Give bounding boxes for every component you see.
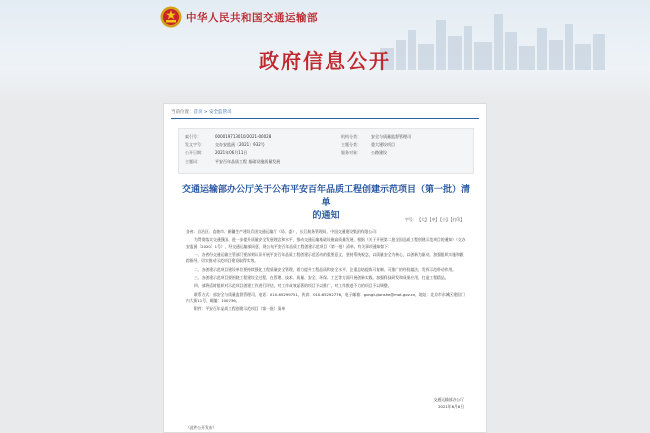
font-large-button[interactable]: 【大】 xyxy=(417,217,429,222)
meta-key: 机构分类： xyxy=(341,134,361,139)
breadcrumb xyxy=(171,109,232,115)
font-size-label: 字号： xyxy=(404,217,417,222)
body-paragraph: 三、各创建示范项目要围绕工程建设全过程，在管理、技术、质量、安全、环保、工艺等方面开展创新实践，加强科技研发和成果应用，打造工程精品。 xyxy=(194,274,449,280)
site-header xyxy=(0,0,650,100)
body-paragraph: 二、各创建示范项目建设单位要持续强化工程质量安全管理，着力提升工程品质和安全水平，注重总结提炼可复制、可推广的经验做法，发挥示范带动作用。 xyxy=(194,266,456,272)
meta-value: 平安百年品质工程 基础设施质量发展 xyxy=(215,159,281,164)
meta-row xyxy=(185,150,471,157)
meta-value: 2021年06月11日 xyxy=(215,150,248,155)
document-title-line: 的通知 xyxy=(312,211,340,221)
contact-info: 联系方式：部安全与质量监督管理司，电话：010-65299751，传真：010-65292776，电子邮箱：gonglujianshe@mot.gov.cn，地址：北京市东城区建国门内大街11号，邮编：100736。 xyxy=(186,291,465,303)
body-paragraph: 四、部将适时组织对示范项目创建工作进行评估，对工作成效显著的项目予以推广，对工作推进不力的项目予以调整。 xyxy=(194,283,392,289)
print-button[interactable]: 【打印】 xyxy=(450,217,464,222)
meta-row xyxy=(185,159,471,166)
signature-block xyxy=(434,396,464,410)
meta-value: 交办安监函〔2021〕932号 xyxy=(215,142,265,147)
meta-value: 000019713010/2021-00028 xyxy=(215,134,272,139)
meta-value: 重大建设项目 xyxy=(371,142,395,147)
article-card xyxy=(163,103,487,433)
font-small-button[interactable]: 【小】 xyxy=(440,217,450,222)
meta-key: 主题词： xyxy=(185,159,201,164)
attachment-link[interactable]: 附件：平安百年品质工程创建示范项目（第一批）清单 xyxy=(194,306,286,312)
breadcrumb-label: 当前位置： xyxy=(171,110,194,115)
addressee-line: 各省、自治区、直辖市、新疆生产建设兵团交通运输厅（局、委），长江航务管理局，中国交通建设集团有限公司： xyxy=(186,229,380,234)
document-body xyxy=(186,229,466,315)
meta-key: 索引号： xyxy=(185,134,201,139)
font-medium-button[interactable]: 【中】 xyxy=(429,217,440,222)
font-size-controls xyxy=(404,217,464,223)
meta-key: 发文字号： xyxy=(185,142,205,147)
breadcrumb-divider xyxy=(171,118,479,119)
meta-key: 公开日期： xyxy=(185,150,205,155)
meta-row xyxy=(185,134,471,141)
signing-org: 交通运输部办公厅 xyxy=(433,397,464,402)
meta-key: 主题分类： xyxy=(341,142,361,147)
national-emblem-icon xyxy=(160,6,182,28)
body-paragraph: 为贯彻落实交通强国、进一步提升质量安全发展理念和水平，推动交通运输基础设施高质量发展，根据《关于开展第二批全国品质工程创建示范项目的通知》（交办安监函〔2020〕1号），经交通运输部同意，现公布平安百年品质工程创建示范项目（第一批）清单。有关事项通知如下： xyxy=(186,237,466,249)
public-note: （此件公开发布） xyxy=(186,425,217,430)
meta-key: 服务对象： xyxy=(341,150,361,155)
document-meta-table xyxy=(178,128,474,174)
breadcrumb-path-link[interactable]: 首页 > 安全监管司 xyxy=(193,110,232,115)
body-paragraph: 一、各省份交通运输主管部门要深刻认识开展平安百年品质工程创建示范活动的重要意义，坚持系统观念，以质量安全为核心，以创新为驱动，加强组织实施和跟踪指导，切实推动示范项目建设取得实效。 xyxy=(186,251,464,264)
meta-value: 公路建设 xyxy=(371,150,387,155)
ministry-name: 中华人民共和国交通运输部 xyxy=(186,12,318,24)
meta-row xyxy=(185,142,471,149)
meta-value: 安全与质量监督管理司 xyxy=(371,134,411,139)
signing-date: 2021年6月8日 xyxy=(438,404,464,409)
document-title-line: 交通运输部办公厅关于公布平安百年品质工程创建示范项目（第一批）清单 xyxy=(181,185,470,208)
page-banner-title: 政府信息公开 xyxy=(259,49,391,73)
